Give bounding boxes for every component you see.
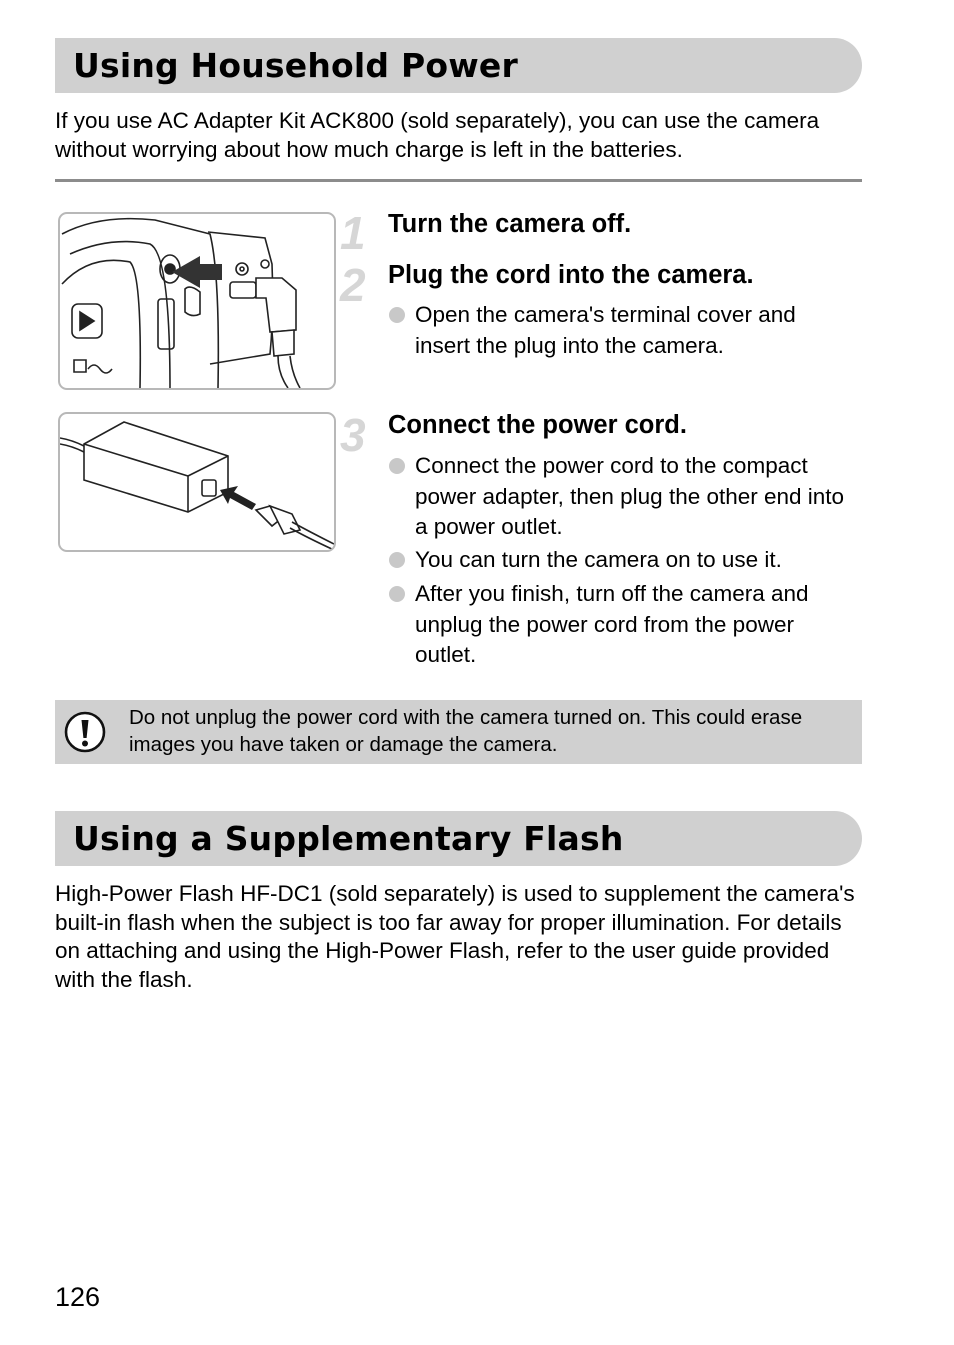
bullet-text: Connect the power cord to the compact power adapter, then plug the other end into a power outlet. <box>415 453 845 539</box>
step-3-number: 3 <box>340 409 366 461</box>
step-2-bullet <box>388 300 848 361</box>
bullet-dot <box>389 458 405 474</box>
section-intro: If you use AC Adapter Kit ACK800 (sold separately), you can use the camera without worrying about how much charge is left in the batteries. <box>55 108 820 162</box>
step-2-number: 2 <box>340 259 366 311</box>
section-intro: High-Power Flash HF-DC1 (sold separately) is used to supplement the camera's built-in flash when the subject is too far away for proper illumination. For details on attaching and using the High-Power Flash, refer to the user guide provided with the flash. <box>55 881 855 992</box>
step-2-title: Plug the cord into the camera. <box>388 261 754 289</box>
bullet-text: Open the camera's terminal cover and insert the plug into the camera. <box>415 302 796 358</box>
step-3-bullet <box>388 451 848 543</box>
section-header-supplementary-flash <box>55 811 862 866</box>
step-3-title: Connect the power cord. <box>388 411 687 439</box>
step-1-number: 1 <box>340 207 366 259</box>
bullet-dot <box>389 307 405 323</box>
step-3-bullet <box>388 579 848 671</box>
section-title: Using a Supplementary Flash <box>73 819 624 858</box>
caution-box <box>55 700 862 764</box>
page-number: 126 <box>55 1282 101 1312</box>
step-3-bullet <box>388 545 848 576</box>
section-header-household-power <box>55 38 862 93</box>
caution-text: Do not unplug the power cord with the camera turned on. This could erase images you have taken or damage the camera. <box>129 706 803 756</box>
power-adapter-illustration <box>58 412 336 552</box>
section-title: Using Household Power <box>73 46 518 85</box>
caution-exclamation-icon <box>64 711 106 753</box>
bullet-dot <box>389 586 405 602</box>
camera-terminal-illustration <box>58 212 336 390</box>
bullet-text: You can turn the camera on to use it. <box>415 547 782 572</box>
section-divider <box>55 179 862 182</box>
bullet-text: After you finish, turn off the camera and unplug the power cord from the power outlet. <box>415 581 809 667</box>
bullet-dot <box>389 552 405 568</box>
step-1-title: Turn the camera off. <box>388 210 632 238</box>
